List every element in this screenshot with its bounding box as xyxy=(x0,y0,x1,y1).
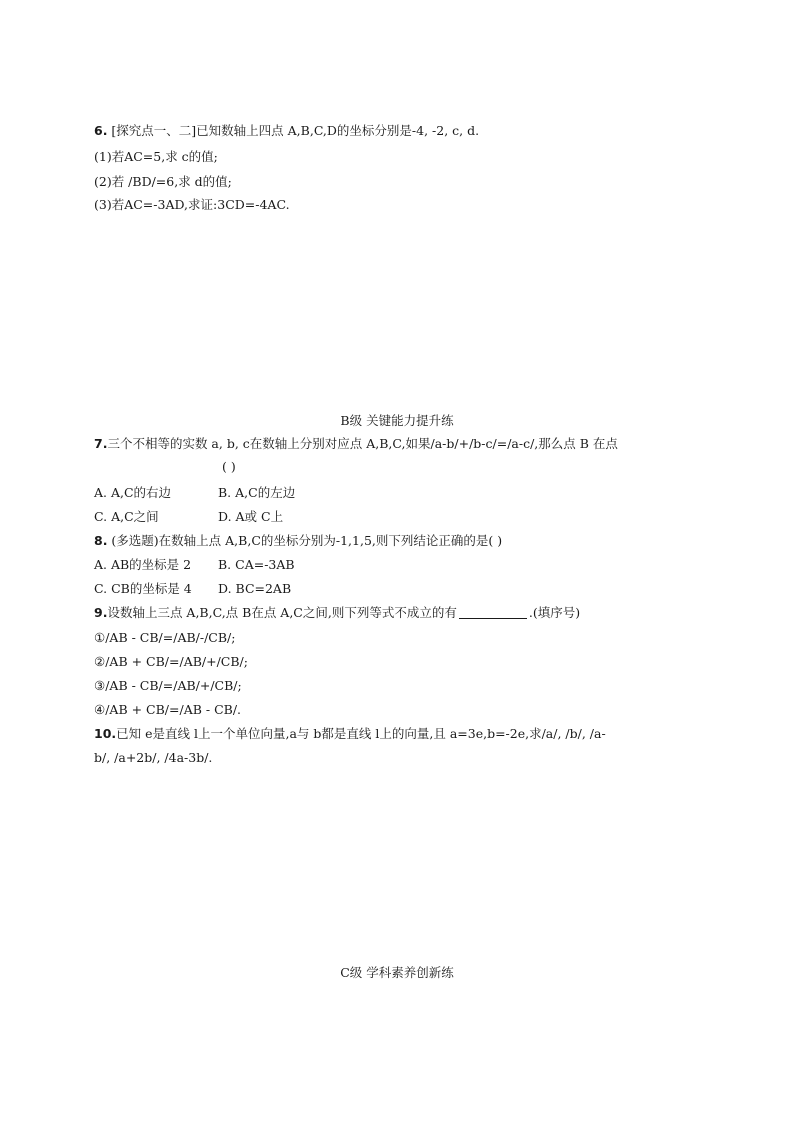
q7-option-c: C. A,C之间 xyxy=(94,509,159,524)
q6-number: 6. xyxy=(94,123,108,138)
q9-answer-blank[interactable] xyxy=(459,606,527,619)
q8-option-c: C. CB的坐标是 4 xyxy=(94,581,192,596)
q8-option-d: D. BC=2AB xyxy=(218,581,292,596)
q9-stem-text: 设数轴上三点 A,B,C,点 B在点 A,C之间,则下列等式不成立的有 xyxy=(107,605,457,620)
q9-option-2: ②/AB + CB/=/AB/+/CB/; xyxy=(94,654,248,669)
q6-stem-text: [探究点一、二]已知数轴上四点 A,B,C,D的坐标分别是-4, -2, c, d. xyxy=(107,123,480,138)
q8-option-b: B. CA=-3AB xyxy=(218,557,295,572)
q7-answer-paren: ( ) xyxy=(222,459,236,474)
q9-option-1: ①/AB - CB/=/AB/-/CB/; xyxy=(94,630,236,645)
q6-stem xyxy=(94,122,479,140)
q7-stem xyxy=(94,435,618,453)
q7-option-a: A. A,C的右边 xyxy=(94,485,172,500)
q10-line1-text: 已知 e是直线 l上一个单位向量,a与 b都是直线 l上的向量,且 a=3e,b=-2e,求/a/, /b/, /a- xyxy=(116,726,606,741)
section-c-title: C级 学科素养创新练 xyxy=(340,965,454,980)
q6-part3: (3)若AC=-3AD,求证:3CD=-4AC. xyxy=(94,197,290,212)
q9-option-3: ③/AB - CB/=/AB/+/CB/; xyxy=(94,678,242,693)
q10-number: 10. xyxy=(94,726,117,741)
q9-stem-tail: .(填序号) xyxy=(528,605,581,620)
q7-option-b: B. A,C的左边 xyxy=(218,485,296,500)
q8-stem-text: (多选题)在数轴上点 A,B,C的坐标分别为-1,1,5,则下列结论正确的是( ) xyxy=(107,533,503,548)
q8-stem xyxy=(94,532,502,550)
q6-part2: (2)若 /BD/=6,求 d的值; xyxy=(94,174,232,189)
q8-option-a: A. AB的坐标是 2 xyxy=(94,557,192,572)
q7-number: 7. xyxy=(94,436,108,451)
q7-option-d: D. A或 C上 xyxy=(218,509,284,524)
q6-part1: (1)若AC=5,求 c的值; xyxy=(94,149,218,164)
section-b-title: B级 关键能力提升练 xyxy=(340,413,454,428)
q7-stem-text: 三个不相等的实数 a, b, c在数轴上分别对应点 A,B,C,如果/a-b/+/b-c/=/a-c/,那么点 B 在点 xyxy=(107,436,618,451)
q10-line2: b/, /a+2b/, /4a-3b/. xyxy=(94,750,213,765)
q9-stem xyxy=(94,604,580,622)
q10-line1 xyxy=(94,725,606,743)
q9-option-4: ④/AB + CB/=/AB - CB/. xyxy=(94,702,242,717)
q8-number: 8. xyxy=(94,533,108,548)
q9-number: 9. xyxy=(94,605,108,620)
